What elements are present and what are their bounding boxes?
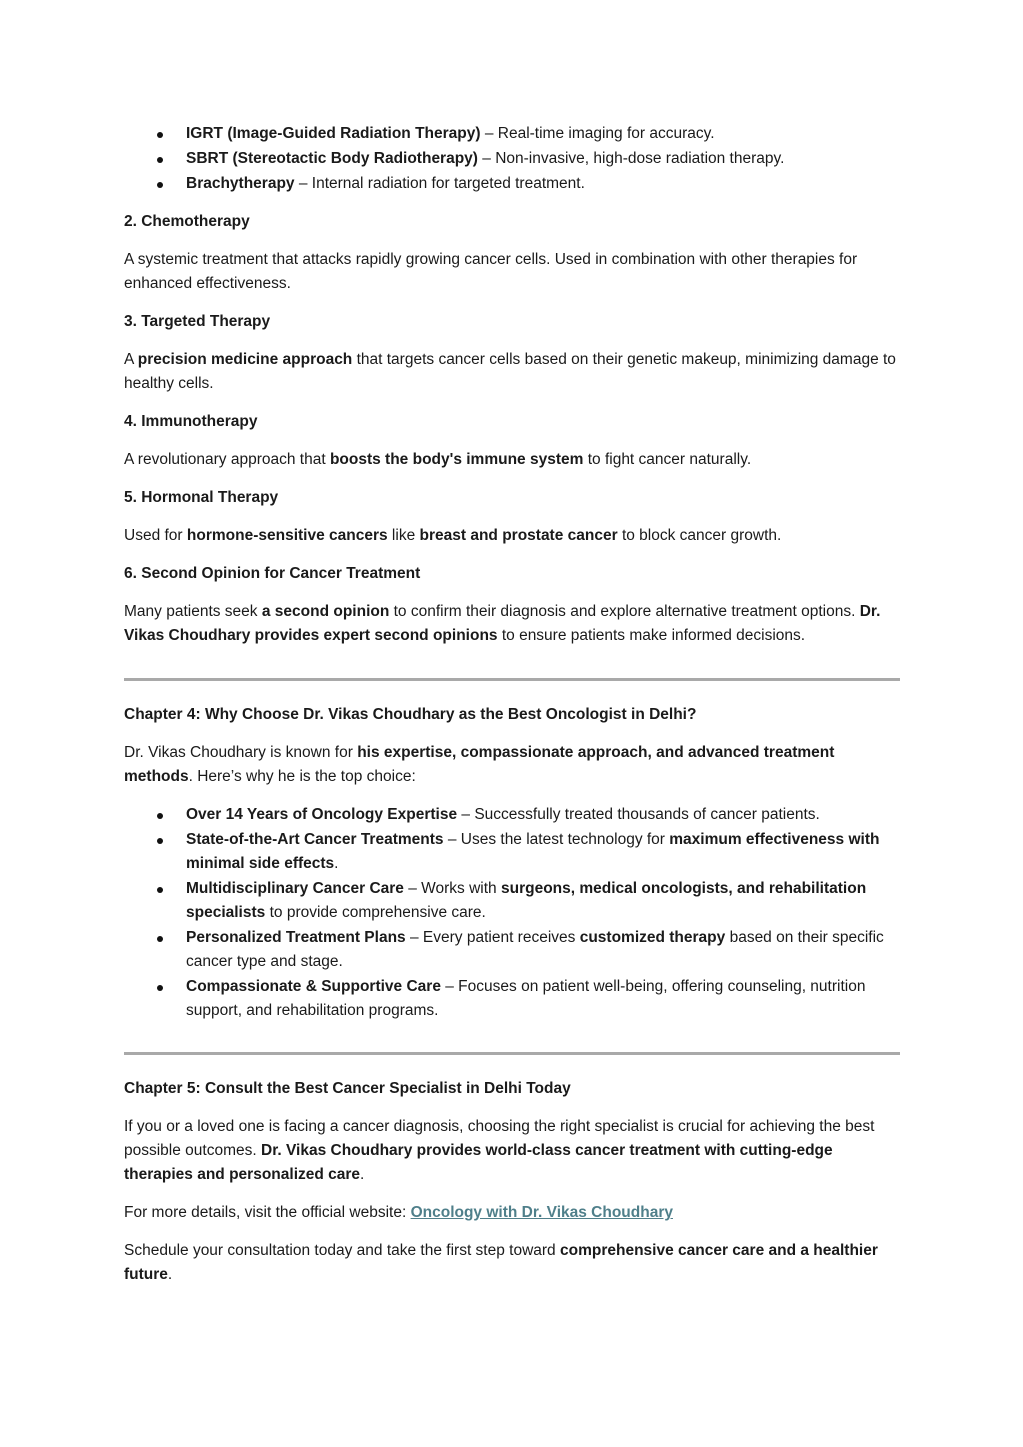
website-link[interactable]: Oncology with Dr. Vikas Choudhary <box>410 1204 673 1221</box>
list-item: Multidisciplinary Cancer Care – Works with surgeons, medical oncologists, and rehabilitation specialists to provide comprehensive care. <box>124 877 900 925</box>
website-paragraph: For more details, visit the official website: Oncology with Dr. Vikas Choudhary <box>124 1204 673 1221</box>
paragraph-targeted-therapy: A precision medicine approach that targets cancer cells based on their genetic makeup, minimizing damage to healthy cells. <box>124 351 896 392</box>
list-item: Over 14 Years of Oncology Expertise – Successfully treated thousands of cancer patients. <box>124 803 900 827</box>
section-divider <box>124 1052 900 1055</box>
list-item <box>124 172 900 196</box>
section-heading-immunotherapy: 4. Immunotherapy <box>124 413 258 430</box>
closing-paragraph: Schedule your consultation today and take the first step toward comprehensive cancer care and a healthier future. <box>124 1242 878 1283</box>
chapter-4-intro: Dr. Vikas Choudhary is known for his expertise, compassionate approach, and advanced treatment methods. Here’s why he is the top choice: <box>124 744 835 785</box>
paragraph-second-opinion: Many patients seek a second opinion to confirm their diagnosis and explore alternative treatment options. Dr. Vikas Choudhary provides expert second opinions to ensure patients make informed decisions. <box>124 603 881 644</box>
section-divider <box>124 678 900 681</box>
section-heading-chemotherapy: 2. Chemotherapy <box>124 213 250 230</box>
chapter-4-heading: Chapter 4: Why Choose Dr. Vikas Choudhary as the Best Oncologist in Delhi? <box>124 706 697 723</box>
bullet-term: IGRT (Image-Guided Radiation Therapy) <box>186 125 481 142</box>
chapter-5-heading: Chapter 5: Consult the Best Cancer Specialist in Delhi Today <box>124 1080 571 1097</box>
list-item <box>124 122 900 146</box>
bullet-desc: – Real-time imaging for accuracy. <box>480 125 715 142</box>
document-content <box>124 122 900 1287</box>
bullet-term: SBRT (Stereotactic Body Radiotherapy) <box>186 150 478 167</box>
chapter-4-bullet-list <box>124 803 900 1023</box>
bullet-desc: – Internal radiation for targeted treatment. <box>294 175 585 192</box>
paragraph-hormonal-therapy: Used for hormone-sensitive cancers like breast and prostate cancer to block cancer growth. <box>124 527 782 544</box>
list-item <box>124 147 900 171</box>
list-item: Personalized Treatment Plans – Every patient receives customized therapy based on their specific cancer type and stage. <box>124 926 900 974</box>
paragraph-immunotherapy: A revolutionary approach that boosts the body's immune system to fight cancer naturally. <box>124 451 752 468</box>
section-heading-hormonal-therapy: 5. Hormonal Therapy <box>124 489 279 506</box>
section-heading-targeted-therapy: 3. Targeted Therapy <box>124 313 271 330</box>
bullet-term: Brachytherapy <box>186 175 295 192</box>
paragraph-chemotherapy: A systemic treatment that attacks rapidly growing cancer cells. Used in combination with other therapies for enhanced effectiveness. <box>124 251 858 292</box>
radiation-bullet-list <box>124 122 900 196</box>
section-heading-second-opinion: 6. Second Opinion for Cancer Treatment <box>124 565 421 582</box>
bullet-desc: – Non-invasive, high-dose radiation therapy. <box>477 150 785 167</box>
list-item: Compassionate & Supportive Care – Focuses on patient well-being, offering counseling, nutrition support, and rehabilitation programs. <box>124 975 900 1023</box>
chapter-5-paragraph: If you or a loved one is facing a cancer diagnosis, choosing the right specialist is crucial for achieving the best possible outcomes. Dr. Vikas Choudhary provides world-class cancer treatment with cutting-edge therapies and personalized care. <box>124 1118 875 1183</box>
list-item: State-of-the-Art Cancer Treatments – Uses the latest technology for maximum effectiveness with minimal side effects. <box>124 828 900 876</box>
